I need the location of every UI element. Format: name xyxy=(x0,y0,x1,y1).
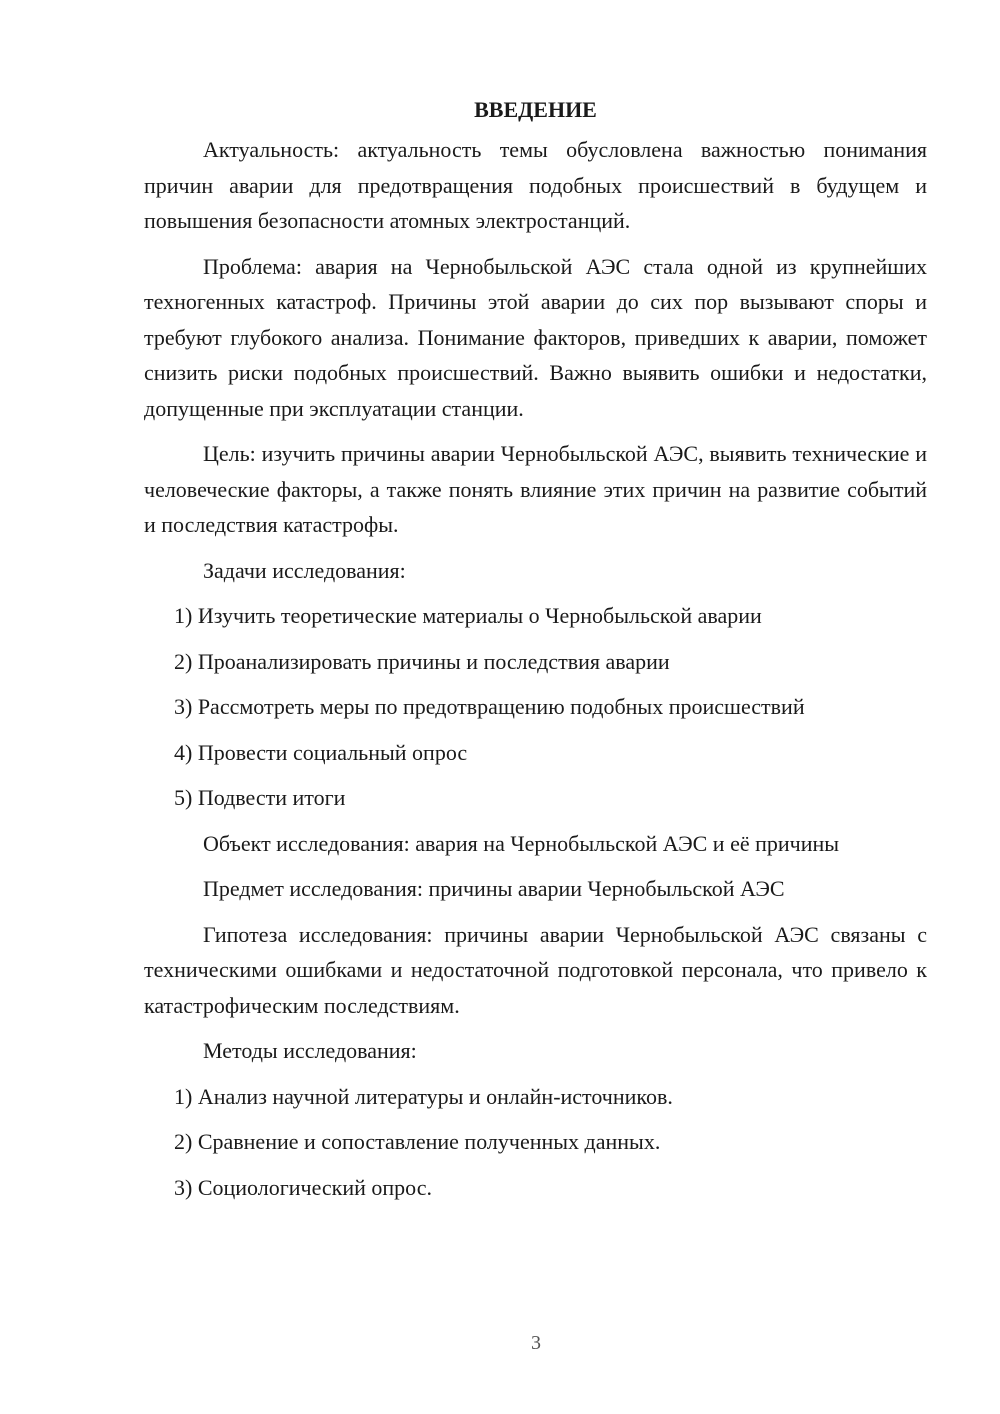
page-number: 3 xyxy=(531,1332,541,1354)
tasks-list xyxy=(144,598,927,816)
task-item: 3) Рассмотреть меры по предотвращению подобных происшествий xyxy=(174,694,805,719)
method-item: 2) Сравнение и сопоставление полученных данных. xyxy=(174,1129,661,1154)
research-object: Объект исследования: авария на Чернобыльской АЭС и её причины xyxy=(203,830,840,856)
task-item: 2) Проанализировать причины и последствия аварии xyxy=(174,648,670,674)
document-page xyxy=(144,92,927,1215)
method-item: 1) Анализ научной литературы и онлайн-источников. xyxy=(174,1083,673,1109)
goal-paragraph: Цель: изучить причины аварии Чернобыльской АЭС, выявить технические и человеческие факторы, а также понять влияние этих причин на развитие событий и последствия катастрофы. xyxy=(144,441,927,537)
tasks-heading: Задачи исследования: xyxy=(203,557,406,583)
methods-heading: Методы исследования: xyxy=(203,1038,417,1063)
method-item: 3) Социологический опрос. xyxy=(174,1174,432,1200)
task-item: 5) Подвести итоги xyxy=(174,785,346,810)
task-item: 1) Изучить теоретические материалы о Чернобыльской аварии xyxy=(174,603,762,628)
section-title: ВВЕДЕНИЕ xyxy=(474,97,597,122)
task-item: 4) Провести социальный опрос xyxy=(174,739,468,765)
problem-paragraph: Проблема: авария на Чернобыльской АЭС стала одной из крупнейших техногенных катастроф. Причины этой аварии до сих пор вызывают споры и требуют глубокого анализа. Понимание факторов, приведших к аварии, поможет снизить риски подобных происшествий. Важно выявить ошибки и недостатки, допущенные при эксплуатации станции. xyxy=(144,253,927,421)
relevance-paragraph: Актуальность: актуальность темы обусловлена важностью понимания причин аварии для предотвращения подобных происшествий в будущем и повышения безопасности атомных электростанций. xyxy=(144,137,927,233)
research-subject: Предмет исследования: причины аварии Чернобыльской АЭС xyxy=(203,876,785,901)
hypothesis-paragraph: Гипотеза исследования: причины аварии Чернобыльской АЭС связаны с техническими ошибками и недостаточной подготовкой персонала, что привело к катастрофическим последствиям. xyxy=(144,921,927,1018)
methods-list xyxy=(144,1079,927,1206)
